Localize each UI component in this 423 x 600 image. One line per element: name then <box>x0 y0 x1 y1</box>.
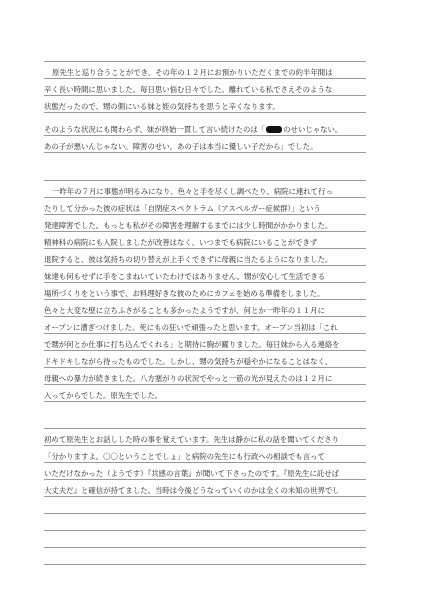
text-line: 初めて原先生とお話しした時の事を覚えています。先生は静かに私の話を聞いてくださり <box>44 435 340 444</box>
ruled-line <box>44 445 366 446</box>
text-line: いただけなかった（ようです）『共感の言葉』が聞いて下さったのです。『原先生に託せば <box>44 469 340 478</box>
text-line: 大丈夫だ』と確信が持てました。当時は今後どうなっていくのかは全くの未知の世界でし <box>44 486 340 495</box>
text-line: 場所づくりをという事で、お料理好きな彼のためにカフェを始める準備をしました。 <box>44 289 325 298</box>
text-line: で甥が何とか仕事に打ち込んでくれる」と期待に胸が躍りました。毎日妹から入る連絡を <box>44 340 340 349</box>
ruled-line <box>44 479 366 480</box>
ruled-line <box>44 401 366 402</box>
ruled-line <box>44 496 366 497</box>
ruled-line <box>44 61 366 62</box>
ruled-line <box>44 78 366 79</box>
text-line: 「分かりますよ。〇〇ということでしょ」と病院の先生にも行政への相談でも言って <box>44 452 325 461</box>
ruled-line <box>44 564 366 565</box>
text-line: 色々と大変な壁に立ちふさがることも多かったようですが、何とか一昨年の１１月に <box>44 306 325 315</box>
ruled-line <box>44 197 366 198</box>
ruled-line <box>44 231 366 232</box>
text-line: 発達障害でした。もっとも私がその障害を理解するまでには少し時間がかかりました。 <box>44 221 333 230</box>
text-line: 辛く長い時間に思いました。毎日思い悩む日々でした。離れている私でさえそのような <box>44 85 333 94</box>
ruled-line <box>44 95 366 96</box>
ruled-line <box>44 248 366 249</box>
ruled-line <box>44 152 366 153</box>
text-line: 原先生と巡り合うことができ、その年の１２月にお預かりいただくまでの約半年間は <box>52 68 333 77</box>
text-line: ドキドキしながら待ったものでした。しかし、甥の気持ちが穏やかになることはなく、 <box>44 357 333 366</box>
text-fragment: そのような状況にも関わらず、妹が終始一貫して言い続けたのは <box>44 125 258 134</box>
ruled-line <box>44 333 366 334</box>
text-line: 妹達も何もせずに手をこまねいていたわけではありません。甥が安心して生活できる <box>44 272 326 281</box>
ruled-line <box>44 265 366 266</box>
ruled-line <box>44 282 366 283</box>
ruled-line <box>44 384 366 385</box>
text-line: 状態だったので、甥の側にいる妹と姪の気持ちを思うと辛くなります。 <box>44 102 280 111</box>
text-line <box>44 125 366 134</box>
ruled-line <box>44 530 366 531</box>
ruled-line <box>44 513 366 514</box>
ruled-line <box>44 180 366 181</box>
ruled-line <box>44 367 366 368</box>
ruled-line <box>44 214 366 215</box>
open-bracket: 「 <box>257 125 266 134</box>
redaction-mark <box>266 126 282 133</box>
text-line: 精神科の病院にも入院しましたが改善はなく、いつまでも病院にいることができず <box>44 238 318 247</box>
text-line: たりして分かった彼の症状は「自閉症スペクトラム（アスペルガー症候群）」という <box>44 204 321 213</box>
text-line: オープンに漕ぎつけました。死にもの狂いで頑張ったと思います。オープン当初は「これ <box>44 323 338 332</box>
text-line: 一昨年の７月に事態が明るみになり、色々と手を尽くし調べたり、病院に連れて行っ <box>52 187 333 196</box>
text-line: 入ってからでした。原先生でした。 <box>44 391 163 400</box>
ruled-line <box>44 299 366 300</box>
ruled-line <box>44 350 366 351</box>
text-line: 母親への暴力が続きました。八方塞がりの状況でやっと一筋の光が見えたのは１２月に <box>44 374 333 383</box>
ruled-line <box>44 135 366 136</box>
ruled-line <box>44 547 366 548</box>
text-line: あの子が悪いんじゃない。障害のせい。あの子は本当に優しい子だから」でした。 <box>44 142 318 151</box>
text-fragment: のせいじゃない。 <box>283 125 343 134</box>
ruled-line <box>44 112 366 113</box>
ruled-line <box>44 316 366 317</box>
text-line: 退院すると、彼は気持ちの切り替えが上手くできずに母親に当たるようになりました。 <box>44 255 333 264</box>
ruled-line <box>44 428 366 429</box>
ruled-line <box>44 462 366 463</box>
